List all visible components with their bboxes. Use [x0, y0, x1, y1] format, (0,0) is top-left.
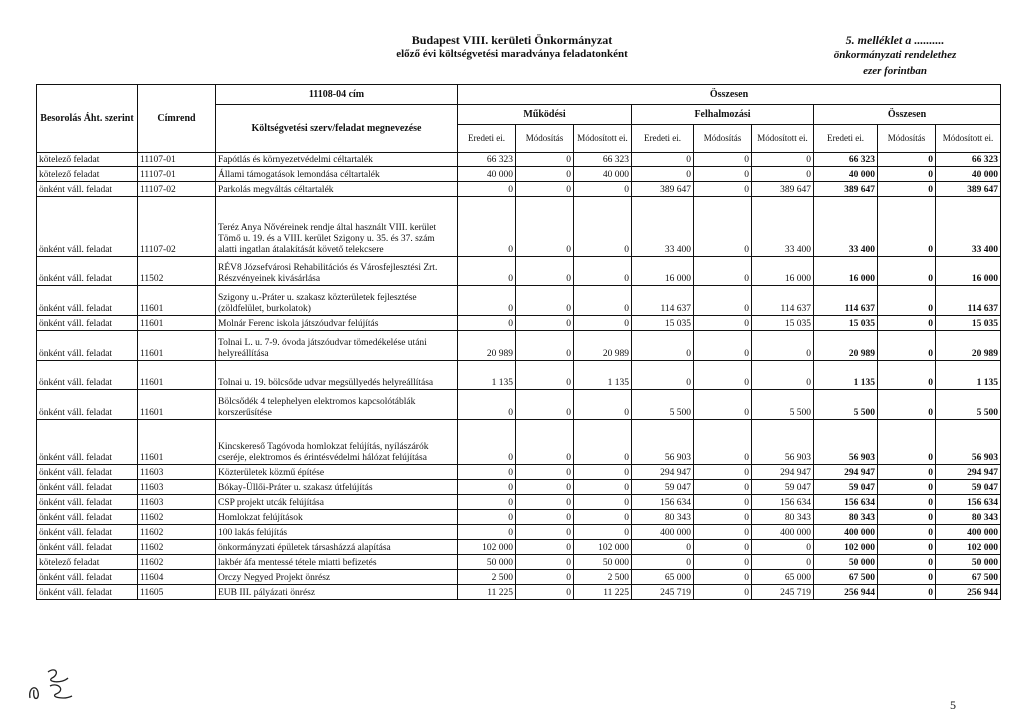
cell-osszesen-modositas: 0	[878, 182, 936, 197]
cell-felhalmozasi-modositott: 156 634	[752, 495, 814, 510]
cell-osszesen-modositott: 256 944	[936, 585, 1001, 600]
cell-cimrend: 11603	[138, 480, 216, 495]
cell-mukodesi-eredeti: 20 989	[458, 331, 516, 361]
table-row	[37, 167, 1001, 182]
cell-besorolas: önként váll. feladat	[37, 570, 138, 585]
cell-felhalmozasi-eredeti: 5 500	[632, 390, 694, 420]
cell-felhalmozasi-modositott: 65 000	[752, 570, 814, 585]
cell-osszesen-modositas: 0	[878, 525, 936, 540]
cell-osszesen-modositas: 0	[878, 316, 936, 331]
cell-osszesen-eredeti: 256 944	[814, 585, 878, 600]
cell-mukodesi-modositott: 0	[574, 316, 632, 331]
cell-felhalmozasi-eredeti: 0	[632, 167, 694, 182]
cell-mukodesi-eredeti: 11 225	[458, 585, 516, 600]
cell-mukodesi-modositas: 0	[516, 495, 574, 510]
cell-cimrend: 11107-01	[138, 153, 216, 167]
table-row	[37, 316, 1001, 331]
table-row	[37, 555, 1001, 570]
cell-osszesen-modositott: 20 989	[936, 331, 1001, 361]
cell-osszesen-eredeti: 33 400	[814, 197, 878, 257]
cell-cimrend: 11603	[138, 465, 216, 480]
cell-osszesen-eredeti: 389 647	[814, 182, 878, 197]
cell-besorolas: önként váll. feladat	[37, 465, 138, 480]
cell-osszesen-modositas: 0	[878, 257, 936, 286]
cell-cimrend: 11601	[138, 390, 216, 420]
cell-osszesen-eredeti: 67 500	[814, 570, 878, 585]
cell-besorolas: önként váll. feladat	[37, 495, 138, 510]
cell-mukodesi-modositas: 0	[516, 390, 574, 420]
page-number: 5	[950, 698, 956, 712]
cell-cimrend: 11107-02	[138, 197, 216, 257]
table-row	[37, 480, 1001, 495]
cell-felhalmozasi-eredeti: 0	[632, 361, 694, 390]
cell-mukodesi-modositott: 0	[574, 465, 632, 480]
cell-description: 100 lakás felújítás	[216, 525, 458, 540]
cell-felhalmozasi-modositott: 400 000	[752, 525, 814, 540]
cell-description: RÉV8 Józsefvárosi Rehabilitációs és Városfejlesztési Zrt. Részvényeinek kivásárlása	[216, 257, 458, 286]
cell-osszesen-eredeti: 56 903	[814, 420, 878, 465]
cell-osszesen-modositott: 40 000	[936, 167, 1001, 182]
cell-mukodesi-modositott: 1 135	[574, 361, 632, 390]
cell-osszesen-eredeti: 80 343	[814, 510, 878, 525]
cell-mukodesi-modositott: 50 000	[574, 555, 632, 570]
header-f-modositott: Módosított ei.	[752, 125, 814, 153]
cell-osszesen-modositott: 156 634	[936, 495, 1001, 510]
cell-felhalmozasi-modositott: 5 500	[752, 390, 814, 420]
cell-felhalmozasi-eredeti: 15 035	[632, 316, 694, 331]
cell-cimrend: 11603	[138, 495, 216, 510]
cell-osszesen-modositas: 0	[878, 570, 936, 585]
cell-mukodesi-eredeti: 0	[458, 480, 516, 495]
cell-mukodesi-modositott: 0	[574, 182, 632, 197]
cell-osszesen-modositas: 0	[878, 331, 936, 361]
cell-osszesen-modositas: 0	[878, 480, 936, 495]
cell-description: Szigony u.-Práter u. szakasz közterületek fejlesztése (zöldfelület, burkolatok)	[216, 286, 458, 316]
cell-osszesen-modositott: 400 000	[936, 525, 1001, 540]
cell-felhalmozasi-modositott: 245 719	[752, 585, 814, 600]
cell-felhalmozasi-modositott: 0	[752, 540, 814, 555]
cell-mukodesi-modositott: 0	[574, 420, 632, 465]
cell-mukodesi-modositas: 0	[516, 540, 574, 555]
cell-osszesen-modositott: 59 047	[936, 480, 1001, 495]
cell-mukodesi-eredeti: 0	[458, 465, 516, 480]
cell-osszesen-eredeti: 156 634	[814, 495, 878, 510]
cell-felhalmozasi-modositott: 0	[752, 153, 814, 167]
table-header	[37, 85, 1001, 153]
table-row	[37, 390, 1001, 420]
cell-mukodesi-modositott: 20 989	[574, 331, 632, 361]
cell-mukodesi-eredeti: 102 000	[458, 540, 516, 555]
cell-felhalmozasi-eredeti: 16 000	[632, 257, 694, 286]
cell-description: Kincskereső Tagóvoda homlokzat felújítás, nyílászárók cseréje, elektromos és érintésvédelmi hálózat felújítása	[216, 420, 458, 465]
cell-cimrend: 11601	[138, 286, 216, 316]
cell-osszesen-modositott: 16 000	[936, 257, 1001, 286]
cell-felhalmozasi-modositott: 114 637	[752, 286, 814, 316]
table-row	[37, 465, 1001, 480]
header-feladat: Költségvetési szerv/feladat megnevezése	[216, 105, 458, 153]
cell-mukodesi-modositott: 0	[574, 257, 632, 286]
cell-description: Bölcsődék 4 telephelyen elektromos kapcsolótáblák korszerűsítése	[216, 390, 458, 420]
header-f-eredeti: Eredeti ei.	[632, 125, 694, 153]
header-m-modositott: Módosított ei.	[574, 125, 632, 153]
cell-besorolas: kötelező feladat	[37, 555, 138, 570]
cell-description: Állami támogatások lemondása céltartalék	[216, 167, 458, 182]
cell-felhalmozasi-modositas: 0	[694, 167, 752, 182]
cell-description: Tolnai L. u. 7-9. óvoda játszóudvar tömedékelése utáni helyreállítása	[216, 331, 458, 361]
table-row	[37, 361, 1001, 390]
cell-description: Teréz Anya Nővéreinek rendje által használt VIII. kerület Tömő u. 19. és a VIII. kerület Szigony u. 35. és 37. szám alatti ingatlan átalakítását követő telekcsere	[216, 197, 458, 257]
cell-osszesen-eredeti: 400 000	[814, 525, 878, 540]
table-row	[37, 510, 1001, 525]
cell-felhalmozasi-modositas: 0	[694, 197, 752, 257]
cell-mukodesi-modositott: 0	[574, 197, 632, 257]
document-subtitle: előző évi költségvetési maradványa feladatonként	[396, 48, 628, 60]
cell-cimrend: 11602	[138, 540, 216, 555]
cell-osszesen-modositott: 80 343	[936, 510, 1001, 525]
cell-felhalmozasi-modositas: 0	[694, 525, 752, 540]
cell-mukodesi-modositott: 0	[574, 286, 632, 316]
cell-description: CSP projekt utcák felújítása	[216, 495, 458, 510]
table-row	[37, 153, 1001, 167]
cell-mukodesi-eredeti: 2 500	[458, 570, 516, 585]
cell-osszesen-modositott: 5 500	[936, 390, 1001, 420]
cell-besorolas: önként váll. feladat	[37, 331, 138, 361]
table-row	[37, 570, 1001, 585]
cell-mukodesi-modositas: 0	[516, 525, 574, 540]
cell-felhalmozasi-modositas: 0	[694, 390, 752, 420]
cell-mukodesi-modositott: 102 000	[574, 540, 632, 555]
cell-felhalmozasi-modositas: 0	[694, 286, 752, 316]
cell-felhalmozasi-modositott: 0	[752, 167, 814, 182]
cell-felhalmozasi-modositas: 0	[694, 555, 752, 570]
cell-felhalmozasi-modositas: 0	[694, 465, 752, 480]
cell-felhalmozasi-eredeti: 0	[632, 153, 694, 167]
cell-mukodesi-eredeti: 0	[458, 286, 516, 316]
header-cim: 11108-04 cím	[216, 85, 458, 105]
cell-felhalmozasi-modositott: 294 947	[752, 465, 814, 480]
cell-cimrend: 11107-02	[138, 182, 216, 197]
cell-description: önkormányzati épületek társasházzá alapítása	[216, 540, 458, 555]
cell-cimrend: 11602	[138, 525, 216, 540]
cell-besorolas: önként váll. feladat	[37, 286, 138, 316]
cell-felhalmozasi-eredeti: 65 000	[632, 570, 694, 585]
cell-felhalmozasi-modositott: 56 903	[752, 420, 814, 465]
cell-osszesen-modositas: 0	[878, 555, 936, 570]
cell-osszesen-modositas: 0	[878, 390, 936, 420]
cell-osszesen-eredeti: 1 135	[814, 361, 878, 390]
cell-mukodesi-modositas: 0	[516, 182, 574, 197]
cell-osszesen-eredeti: 294 947	[814, 465, 878, 480]
cell-besorolas: önként váll. feladat	[37, 525, 138, 540]
cell-besorolas: kötelező feladat	[37, 153, 138, 167]
header-o-modositott: Módosított ei.	[936, 125, 1001, 153]
cell-besorolas: önként váll. feladat	[37, 316, 138, 331]
cell-mukodesi-modositott: 11 225	[574, 585, 632, 600]
cell-mukodesi-modositas: 0	[516, 197, 574, 257]
cell-mukodesi-eredeti: 1 135	[458, 361, 516, 390]
header-m-modositas: Módosítás	[516, 125, 574, 153]
cell-felhalmozasi-modositott: 0	[752, 331, 814, 361]
cell-felhalmozasi-eredeti: 114 637	[632, 286, 694, 316]
cell-besorolas: önként váll. feladat	[37, 540, 138, 555]
cell-felhalmozasi-modositott: 59 047	[752, 480, 814, 495]
cell-osszesen-eredeti: 40 000	[814, 167, 878, 182]
signature-mark	[22, 660, 82, 705]
cell-mukodesi-eredeti: 0	[458, 316, 516, 331]
table-row	[37, 331, 1001, 361]
cell-mukodesi-modositott: 66 323	[574, 153, 632, 167]
cell-besorolas: önként váll. feladat	[37, 480, 138, 495]
cell-cimrend: 11601	[138, 316, 216, 331]
cell-mukodesi-modositas: 0	[516, 361, 574, 390]
cell-osszesen-eredeti: 66 323	[814, 153, 878, 167]
cell-felhalmozasi-eredeti: 245 719	[632, 585, 694, 600]
cell-osszesen-modositas: 0	[878, 167, 936, 182]
table-row	[37, 495, 1001, 510]
cell-mukodesi-eredeti: 66 323	[458, 153, 516, 167]
cell-mukodesi-modositas: 0	[516, 465, 574, 480]
cell-mukodesi-modositas: 0	[516, 257, 574, 286]
cell-besorolas: önként váll. feladat	[37, 510, 138, 525]
header-o-eredeti: Eredeti ei.	[814, 125, 878, 153]
cell-besorolas: önként váll. feladat	[37, 257, 138, 286]
table-row	[37, 286, 1001, 316]
cell-osszesen-modositas: 0	[878, 585, 936, 600]
cell-felhalmozasi-eredeti: 400 000	[632, 525, 694, 540]
cell-felhalmozasi-eredeti: 80 343	[632, 510, 694, 525]
cell-osszesen-modositott: 33 400	[936, 197, 1001, 257]
cell-description: Molnár Ferenc iskola játszóudvar felújítás	[216, 316, 458, 331]
cell-description: Parkolás megváltás céltartalék	[216, 182, 458, 197]
cell-felhalmozasi-eredeti: 56 903	[632, 420, 694, 465]
unit-label: ezer forintban	[863, 65, 927, 77]
cell-besorolas: önként váll. feladat	[37, 585, 138, 600]
cell-mukodesi-modositas: 0	[516, 555, 574, 570]
cell-description: lakbér áfa mentessé tétele miatti befizetés	[216, 555, 458, 570]
cell-osszesen-eredeti: 114 637	[814, 286, 878, 316]
cell-mukodesi-modositas: 0	[516, 510, 574, 525]
cell-felhalmozasi-eredeti: 0	[632, 540, 694, 555]
cell-mukodesi-modositas: 0	[516, 331, 574, 361]
cell-felhalmozasi-modositott: 389 647	[752, 182, 814, 197]
header-cimrend: Címrend	[138, 85, 216, 153]
header-m-eredeti: Eredeti ei.	[458, 125, 516, 153]
header-mukodesi: Működési	[458, 105, 632, 125]
cell-osszesen-modositott: 114 637	[936, 286, 1001, 316]
cell-mukodesi-modositas: 0	[516, 420, 574, 465]
cell-felhalmozasi-eredeti: 0	[632, 331, 694, 361]
cell-cimrend: 11601	[138, 331, 216, 361]
document-title: Budapest VIII. kerületi Önkormányzat	[411, 33, 613, 47]
cell-osszesen-modositas: 0	[878, 510, 936, 525]
budget-table	[36, 84, 1001, 600]
cell-felhalmozasi-eredeti: 59 047	[632, 480, 694, 495]
cell-mukodesi-modositas: 0	[516, 286, 574, 316]
cell-osszesen-modositott: 56 903	[936, 420, 1001, 465]
cell-mukodesi-eredeti: 0	[458, 390, 516, 420]
cell-mukodesi-modositott: 0	[574, 495, 632, 510]
cell-mukodesi-modositott: 0	[574, 510, 632, 525]
cell-felhalmozasi-modositas: 0	[694, 480, 752, 495]
cell-mukodesi-modositas: 0	[516, 153, 574, 167]
cell-felhalmozasi-modositas: 0	[694, 540, 752, 555]
cell-osszesen-modositas: 0	[878, 495, 936, 510]
cell-mukodesi-modositas: 0	[516, 480, 574, 495]
table-row	[37, 197, 1001, 257]
table-row	[37, 540, 1001, 555]
header-osszesen-top: Összesen	[458, 85, 1001, 105]
cell-osszesen-eredeti: 102 000	[814, 540, 878, 555]
cell-description: EUB III. pályázati önrész	[216, 585, 458, 600]
cell-mukodesi-modositas: 0	[516, 316, 574, 331]
cell-mukodesi-modositas: 0	[516, 167, 574, 182]
cell-description: Orczy Negyed Projekt önrész	[216, 570, 458, 585]
cell-mukodesi-eredeti: 40 000	[458, 167, 516, 182]
cell-mukodesi-modositott: 0	[574, 480, 632, 495]
cell-felhalmozasi-modositas: 0	[694, 257, 752, 286]
cell-osszesen-modositas: 0	[878, 540, 936, 555]
cell-felhalmozasi-modositott: 80 343	[752, 510, 814, 525]
cell-osszesen-modositott: 389 647	[936, 182, 1001, 197]
cell-cimrend: 11602	[138, 555, 216, 570]
cell-cimrend: 11601	[138, 420, 216, 465]
cell-osszesen-eredeti: 59 047	[814, 480, 878, 495]
cell-besorolas: önként váll. feladat	[37, 182, 138, 197]
cell-cimrend: 11602	[138, 510, 216, 525]
cell-mukodesi-modositott: 0	[574, 390, 632, 420]
cell-felhalmozasi-modositott: 0	[752, 555, 814, 570]
cell-felhalmozasi-eredeti: 0	[632, 555, 694, 570]
table-row	[37, 257, 1001, 286]
cell-felhalmozasi-modositas: 0	[694, 585, 752, 600]
cell-mukodesi-eredeti: 0	[458, 525, 516, 540]
header-f-modositas: Módosítás	[694, 125, 752, 153]
cell-cimrend: 11107-01	[138, 167, 216, 182]
cell-description: Fapótlás és környezetvédelmi céltartalék	[216, 153, 458, 167]
header-felhalmozasi: Felhalmozási	[632, 105, 814, 125]
table-row	[37, 182, 1001, 197]
cell-osszesen-modositas: 0	[878, 286, 936, 316]
cell-osszesen-modositott: 67 500	[936, 570, 1001, 585]
cell-osszesen-eredeti: 5 500	[814, 390, 878, 420]
cell-cimrend: 11502	[138, 257, 216, 286]
cell-osszesen-modositas: 0	[878, 153, 936, 167]
cell-felhalmozasi-modositas: 0	[694, 316, 752, 331]
cell-besorolas: önként váll. feladat	[37, 390, 138, 420]
cell-osszesen-modositott: 66 323	[936, 153, 1001, 167]
cell-description: Közterületek közmű építése	[216, 465, 458, 480]
table-row	[37, 525, 1001, 540]
cell-osszesen-eredeti: 20 989	[814, 331, 878, 361]
cell-osszesen-modositott: 294 947	[936, 465, 1001, 480]
cell-mukodesi-eredeti: 0	[458, 510, 516, 525]
cell-mukodesi-eredeti: 0	[458, 420, 516, 465]
cell-felhalmozasi-modositas: 0	[694, 420, 752, 465]
cell-felhalmozasi-modositas: 0	[694, 361, 752, 390]
cell-osszesen-modositas: 0	[878, 197, 936, 257]
cell-osszesen-eredeti: 15 035	[814, 316, 878, 331]
cell-mukodesi-eredeti: 0	[458, 495, 516, 510]
cell-osszesen-modositas: 0	[878, 361, 936, 390]
cell-besorolas: önként váll. feladat	[37, 197, 138, 257]
cell-felhalmozasi-eredeti: 33 400	[632, 197, 694, 257]
cell-osszesen-eredeti: 16 000	[814, 257, 878, 286]
header-besorolas: Besorolás Áht. szerint	[37, 85, 138, 153]
cell-cimrend: 11601	[138, 361, 216, 390]
cell-mukodesi-modositott: 2 500	[574, 570, 632, 585]
cell-besorolas: kötelező feladat	[37, 167, 138, 182]
cell-osszesen-modositott: 1 135	[936, 361, 1001, 390]
cell-cimrend: 11605	[138, 585, 216, 600]
annex-label: 5. melléklet a ..........	[845, 33, 945, 47]
cell-mukodesi-modositas: 0	[516, 570, 574, 585]
header-o-modositas: Módosítás	[878, 125, 936, 153]
cell-felhalmozasi-eredeti: 156 634	[632, 495, 694, 510]
cell-osszesen-modositott: 102 000	[936, 540, 1001, 555]
cell-osszesen-eredeti: 50 000	[814, 555, 878, 570]
cell-mukodesi-eredeti: 0	[458, 257, 516, 286]
cell-felhalmozasi-modositas: 0	[694, 153, 752, 167]
cell-mukodesi-modositott: 40 000	[574, 167, 632, 182]
cell-felhalmozasi-modositott: 0	[752, 361, 814, 390]
table-row	[37, 585, 1001, 600]
cell-felhalmozasi-modositott: 33 400	[752, 197, 814, 257]
cell-felhalmozasi-modositas: 0	[694, 495, 752, 510]
cell-besorolas: önként váll. feladat	[37, 361, 138, 390]
cell-felhalmozasi-modositott: 16 000	[752, 257, 814, 286]
cell-felhalmozasi-modositas: 0	[694, 331, 752, 361]
cell-description: Tolnai u. 19. bölcsőde udvar megsüllyedés helyreállítása	[216, 361, 458, 390]
cell-mukodesi-eredeti: 50 000	[458, 555, 516, 570]
header-osszesen: Összesen	[814, 105, 1001, 125]
annex-regulation: önkormányzati rendelethez	[833, 49, 957, 61]
cell-mukodesi-modositott: 0	[574, 525, 632, 540]
cell-felhalmozasi-modositas: 0	[694, 510, 752, 525]
cell-felhalmozasi-modositas: 0	[694, 182, 752, 197]
cell-mukodesi-modositas: 0	[516, 585, 574, 600]
cell-mukodesi-eredeti: 0	[458, 197, 516, 257]
cell-osszesen-modositas: 0	[878, 465, 936, 480]
table-row	[37, 420, 1001, 465]
cell-description: Homlokzat felújítások	[216, 510, 458, 525]
cell-besorolas: önként váll. feladat	[37, 420, 138, 465]
cell-felhalmozasi-modositott: 15 035	[752, 316, 814, 331]
cell-felhalmozasi-eredeti: 389 647	[632, 182, 694, 197]
table-body	[37, 153, 1001, 600]
cell-osszesen-modositott: 15 035	[936, 316, 1001, 331]
cell-osszesen-modositott: 50 000	[936, 555, 1001, 570]
cell-osszesen-modositas: 0	[878, 420, 936, 465]
cell-felhalmozasi-modositas: 0	[694, 570, 752, 585]
cell-cimrend: 11604	[138, 570, 216, 585]
cell-mukodesi-eredeti: 0	[458, 182, 516, 197]
cell-description: Bókay-Üllői-Práter u. szakasz útfelújítás	[216, 480, 458, 495]
cell-felhalmozasi-eredeti: 294 947	[632, 465, 694, 480]
